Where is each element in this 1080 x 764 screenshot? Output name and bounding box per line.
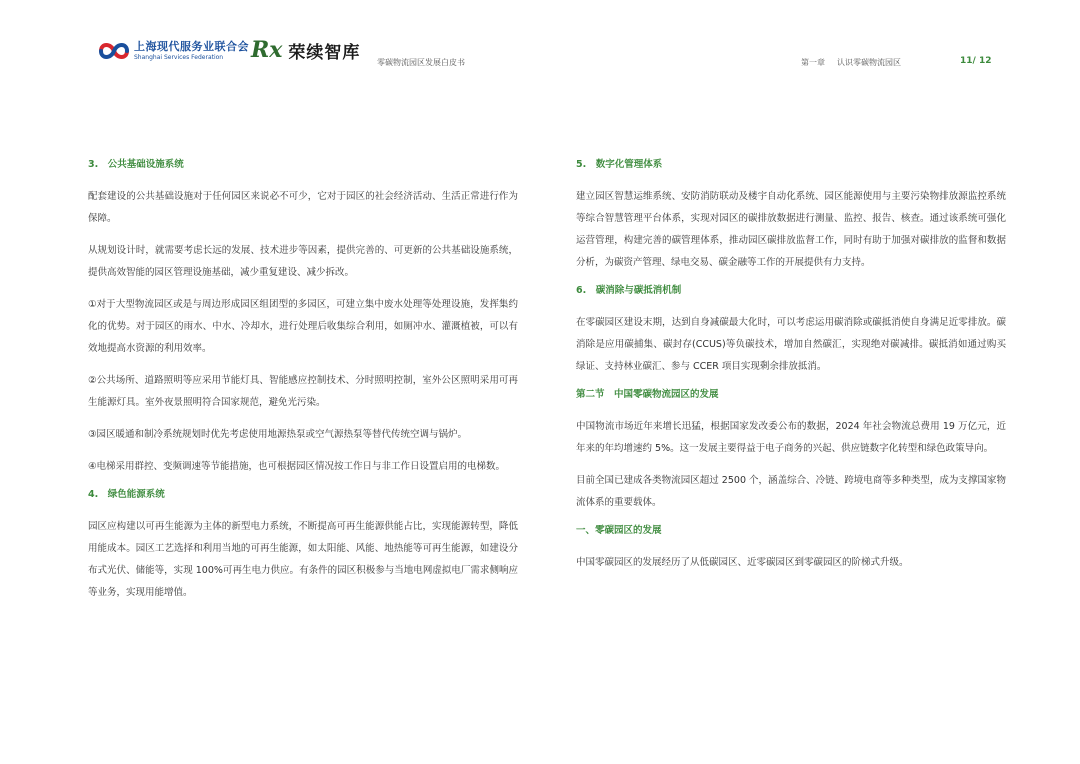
org-name-en: Shanghai Services Federation	[134, 54, 224, 61]
paragraph: 园区应构建以可再生能源为主体的新型电力系统，不断提高可再生能源供能占比，实现能源转型，降低用能成本。园区工艺选择和利用当地的可再生能源，如太阳能、风能、地热能等可再生能源，如建设分布式光伏、储能等，实现 100%可再生电力供应。有条件的园区积极参与当地电网虚拟电厂需求侧响应等业务，实现用能增值。	[88, 521, 518, 598]
heading-public-infrastructure: 3. 公共基础设施系统	[88, 159, 184, 170]
heading-carbon-removal: 6. 碳消除与碳抵消机制	[576, 285, 682, 296]
paragraph: 中国物流市场近年来增长迅猛，根据国家发改委公布的数据，2024 年社会物流总费用 19 万亿元，近年来的年均增速约 5%。这一发展主要得益于电子商务的兴起、供应链数字化转型和绿色政策导向。	[576, 421, 1006, 454]
paragraph: ②公共场所、道路照明等应采用节能灯具、智能感应控制技术、分时照明控制，室外公区照明采用可再生能源灯具。室外夜景照明符合国家规范，避免光污染。	[88, 375, 518, 408]
rx-logo-mark: Rx	[251, 37, 283, 63]
ssf-logo-icon	[98, 38, 130, 64]
paragraph: ③园区暖通和制冷系统规划时优先考虑使用地源热泵或空气源热泵等替代传统空调与锅炉。	[88, 429, 468, 440]
page-header	[0, 0, 1080, 90]
heading-zero-carbon-parks: 一、零碳园区的发展	[576, 525, 662, 536]
paragraph: 目前全国已建成各类物流园区超过 2500 个，涵盖综合、冷链、跨境电商等多种类型，成为支撑国家物流体系的重要载体。	[576, 475, 1006, 508]
org-name-cn: 上海现代服务业联合会	[134, 40, 249, 53]
heading-section-two: 第二节 中国零碳物流园区的发展	[576, 389, 719, 400]
paragraph: 中国零碳园区的发展经历了从低碳园区、近零碳园区到零碳园区的阶梯式升级。	[576, 557, 909, 568]
rx-logo	[251, 36, 360, 64]
ssf-logo	[98, 38, 249, 64]
paragraph: 从规划设计时，就需要考虑长远的发展、技术进步等因素，提供完善的、可更新的公共基础设施系统，提供高效智能的园区管理设施基础，减少重复建设、减少拆改。	[88, 245, 518, 278]
paragraph: ④电梯采用群控、变频调速等节能措施，也可根据园区情况按工作日与非工作日设置启用的电梯数。	[88, 461, 506, 472]
paragraph: 建立园区智慧运维系统、安防消防联动及楼宇自动化系统、园区能源使用与主要污染物排放源监控系统等综合智慧管理平台体系，实现对园区的碳排放数据进行测量、监控、报告、核查。通过该系统可强化运营管理，构建完善的碳管理体系，推动园区碳排放监督工作，同时有助于加强对碳排放的监督和数据分析，为碳资产管理、绿电交易、碳金融等工作的开展提供有力支持。	[576, 191, 1006, 268]
right-column	[576, 158, 1006, 584]
document-title: 零碳物流园区发展白皮书	[377, 58, 465, 67]
heading-digital-management: 5. 数字化管理体系	[576, 159, 663, 170]
paragraph: 在零碳园区建设末期，达到自身减碳最大化时，可以考虑运用碳消除或碳抵消使自身满足近零排放。碳消除是应用碳捕集、碳封存(CCUS)等负碳技术，增加自然碳汇，实现绝对碳减排。碳抵消如通过购买绿证、支持林业碳汇、参与 CCER 项目实现剩余排放抵消。	[576, 317, 1006, 372]
paragraph: 配套建设的公共基础设施对于任何园区来说必不可少，它对于园区的社会经济活动、生活正常进行作为保障。	[88, 191, 518, 224]
heading-green-energy: 4. 绿色能源系统	[88, 489, 165, 500]
left-column	[88, 158, 518, 614]
brand-name: 荣续智库	[288, 42, 361, 63]
chapter-label: 第一章	[801, 58, 825, 67]
paragraph: ①对于大型物流园区或是与周边形成园区组团型的多园区，可建立集中废水处理等处理设施，发挥集约化的优势。对于园区的雨水、中水、冷却水，进行处理后收集综合利用，如厕冲水、灌溉植被，可以有效地提高水资源的利用效率。	[88, 299, 518, 354]
chapter-name: 认识零碳物流园区	[837, 58, 901, 67]
page-number: 11/ 12	[960, 56, 992, 66]
